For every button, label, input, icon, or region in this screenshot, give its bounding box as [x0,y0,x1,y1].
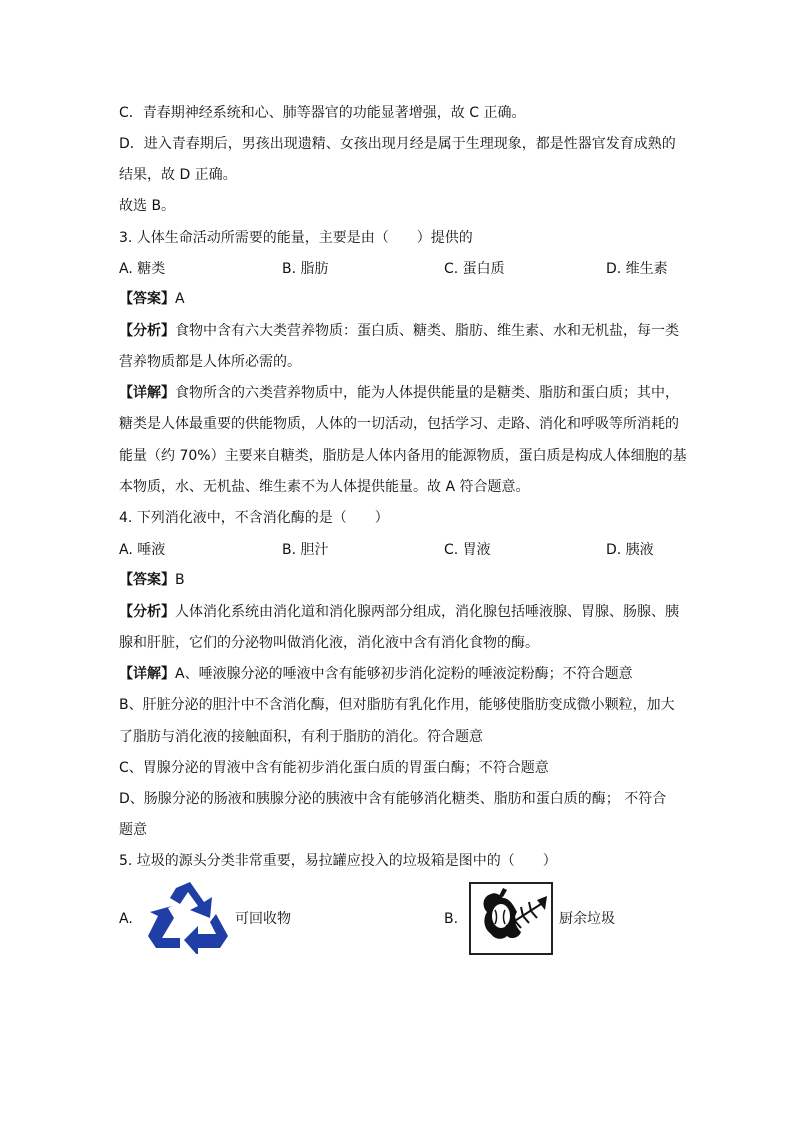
analysis-text: 食物中含有六大类营养物质：蛋白质、糖类、脂肪、维生素、水和无机盐，每一类 [175,323,679,339]
text-line: B、肝脏分泌的胆汁中不含消化酶，但对脂肪有乳化作用，能够使脂肪变成微小颗粒，加大 [119,697,675,713]
text-line: 能量（约 70%）主要来自糖类，脂肪是人体内备用的能源物质，蛋白质是构成人体细胞的基 [119,448,687,464]
text-line: 故选 B。 [119,198,176,214]
text-line: 了脂肪与消化液的接触面积，有利于脂肪的消化。符合题意 [119,729,483,745]
text-line: 本物质，水、无机盐、维生素不为人体提供能量。故 A 符合题意。 [119,479,530,495]
q3-answer [119,289,185,309]
q3-option-d: D. 维生素 [606,261,668,277]
q5-option-b-label: 厨余垃圾 [559,911,615,927]
q4-analysis [119,602,679,622]
q4-detail [119,664,633,684]
detail-text: A、唾液腺分泌的唾液中含有能够初步消化淀粉的唾液淀粉酶；不符合题意 [175,666,633,682]
q3-option-a: A. 糖类 [119,261,166,277]
text-line: 结果，故 D 正确。 [119,167,237,183]
answer-value: B [175,572,185,588]
q3-analysis [119,321,679,341]
answer-value: A [175,291,185,307]
analysis-text: 人体消化系统由消化道和消化腺两部分组成，消化腺包括唾液腺、胃腺、肠腺、胰 [175,604,679,620]
analysis-tag: 【分析】 [119,604,175,620]
text-line: D、肠腺分泌的肠液和胰腺分泌的胰液中含有能够消化糖类、脂肪和蛋白质的酶； 不符合 [119,791,667,807]
detail-tag: 【详解】 [119,385,175,401]
question-4-stem: 4. 下列消化液中，不含消化酶的是（ ） [119,510,389,526]
text-line: 腺和肝脏，它们的分泌物叫做消化液，消化液中含有消化食物的酶。 [119,635,539,651]
recycle-icon [146,880,230,954]
text-line: 题意 [119,822,147,838]
analysis-tag: 【分析】 [119,323,175,339]
q4-option-b: B. 胆汁 [282,542,329,558]
food-waste-icon [469,882,553,955]
detail-text: 食物所含的六类营养物质中，能为人体提供能量的是糖类、脂肪和蛋白质；其中， [175,385,679,401]
text-line: D．进入青春期后，男孩出现遗精、女孩出现月经是属于生理现象，都是性器官发育成熟的 [119,136,676,152]
q5-option-b-letter: B. [444,911,459,927]
q5-option-a-label: 可回收物 [235,911,291,927]
q4-answer [119,570,185,590]
q3-detail [119,383,679,403]
q4-option-a: A. 唾液 [119,542,166,558]
q5-option-a-letter: A. [119,911,133,927]
q4-option-d: D. 胰液 [606,542,654,558]
question-5-stem: 5. 垃圾的源头分类非常重要，易拉罐应投入的垃圾箱是图中的（ ） [119,853,557,869]
q4-option-c: C. 胃液 [444,542,491,558]
answer-tag: 【答案】 [119,291,175,307]
text-line: C．青春期神经系统和心、肺等器官的功能显著增强，故 C 正确。 [119,105,526,121]
text-line: 糖类是人体最重要的供能物质，人体的一切活动，包括学习、走路、消化和呼吸等所消耗的 [119,416,679,432]
text-line: 营养物质都是人体所必需的。 [119,354,301,370]
q3-option-b: B. 脂肪 [282,261,329,277]
text-line: C、胃腺分泌的胃液中含有能初步消化蛋白质的胃蛋白酶；不符合题意 [119,760,549,776]
question-3-stem: 3. 人体生命活动所需要的能量，主要是由（ ）提供的 [119,230,473,246]
q3-option-c: C. 蛋白质 [444,261,505,277]
detail-tag: 【详解】 [119,666,175,682]
answer-tag: 【答案】 [119,572,175,588]
